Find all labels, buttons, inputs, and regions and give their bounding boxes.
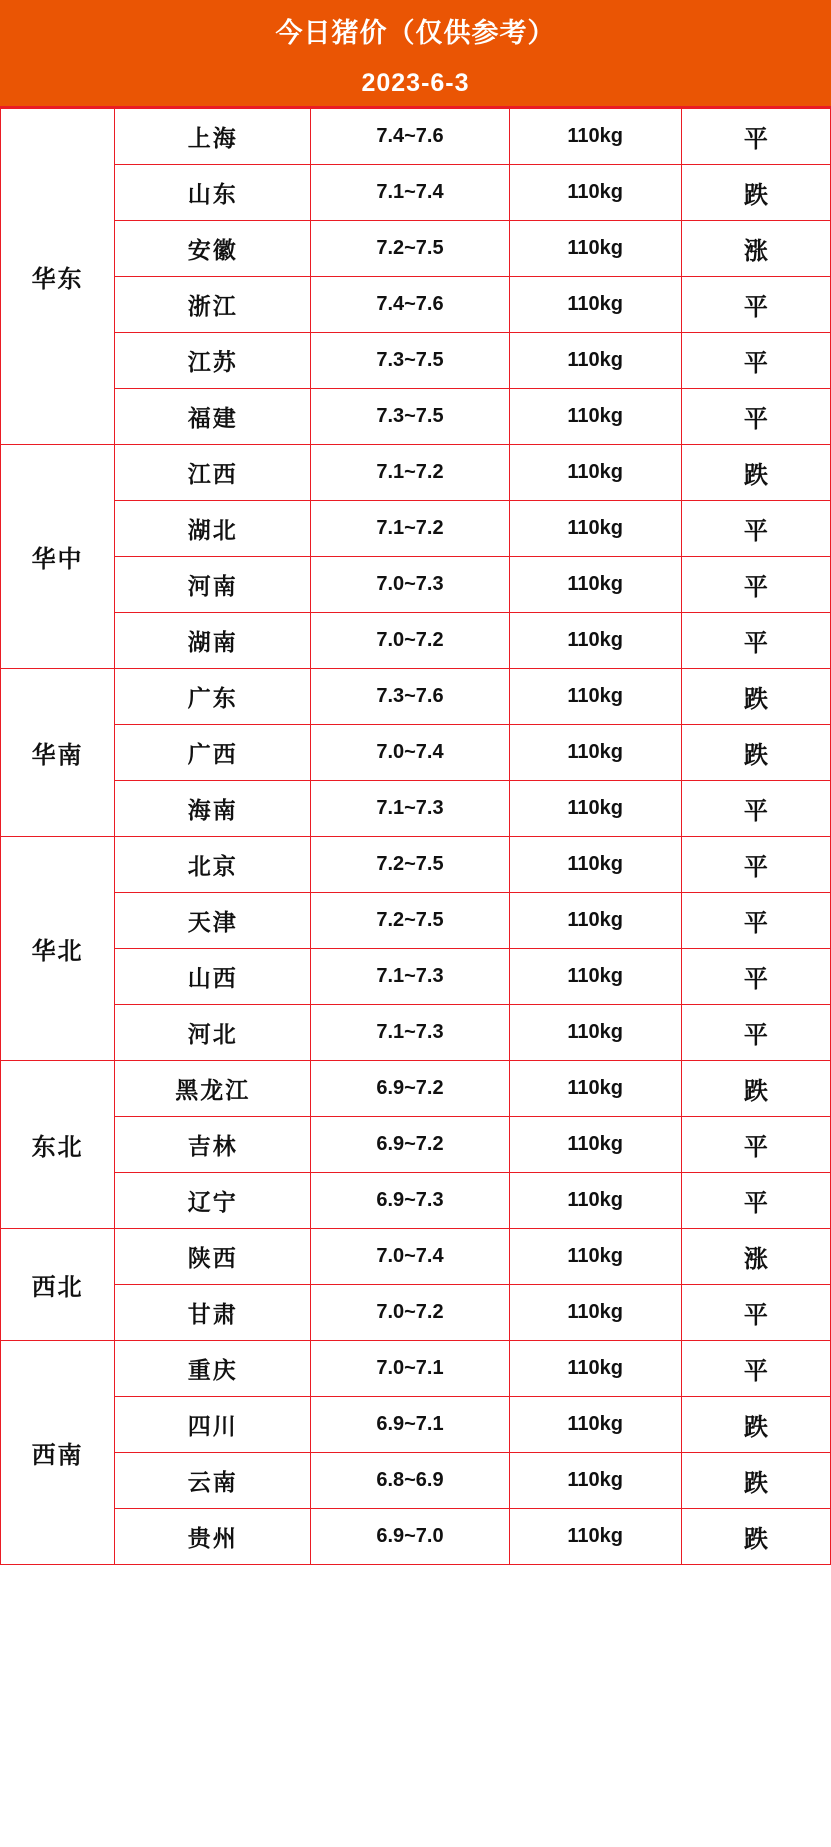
price-cell: 7.0~7.2 <box>311 1285 509 1341</box>
price-cell: 7.3~7.5 <box>311 389 509 445</box>
trend-cell: 平 <box>681 557 830 613</box>
trend-cell: 涨 <box>681 221 830 277</box>
province-cell: 贵州 <box>115 1509 311 1565</box>
weight-cell: 110kg <box>509 837 681 893</box>
trend-cell: 平 <box>681 781 830 837</box>
province-cell: 山东 <box>115 165 311 221</box>
price-cell: 6.9~7.3 <box>311 1173 509 1229</box>
province-cell: 湖北 <box>115 501 311 557</box>
trend-cell: 平 <box>681 501 830 557</box>
weight-cell: 110kg <box>509 557 681 613</box>
weight-cell: 110kg <box>509 893 681 949</box>
province-cell: 河北 <box>115 1005 311 1061</box>
weight-cell: 110kg <box>509 781 681 837</box>
table-row <box>1 109 831 165</box>
price-cell: 7.1~7.2 <box>311 501 509 557</box>
region-cell: 华东 <box>1 109 115 445</box>
trend-cell: 跌 <box>681 1509 830 1565</box>
province-cell: 江西 <box>115 445 311 501</box>
price-cell: 7.0~7.3 <box>311 557 509 613</box>
province-cell: 辽宁 <box>115 1173 311 1229</box>
weight-cell: 110kg <box>509 333 681 389</box>
trend-cell: 平 <box>681 1117 830 1173</box>
table-row <box>1 1341 831 1397</box>
price-cell: 7.1~7.3 <box>311 781 509 837</box>
province-cell: 甘肃 <box>115 1285 311 1341</box>
trend-cell: 跌 <box>681 669 830 725</box>
trend-cell: 平 <box>681 333 830 389</box>
province-cell: 北京 <box>115 837 311 893</box>
province-cell: 江苏 <box>115 333 311 389</box>
province-cell: 天津 <box>115 893 311 949</box>
table-row <box>1 1509 831 1565</box>
table-row <box>1 389 831 445</box>
province-cell: 山西 <box>115 949 311 1005</box>
price-cell: 7.1~7.2 <box>311 445 509 501</box>
page-title: 今日猪价（仅供参考） <box>0 0 831 60</box>
table-row <box>1 1453 831 1509</box>
province-cell: 吉林 <box>115 1117 311 1173</box>
table-row <box>1 221 831 277</box>
price-cell: 7.4~7.6 <box>311 109 509 165</box>
trend-cell: 平 <box>681 949 830 1005</box>
region-cell: 华北 <box>1 837 115 1061</box>
trend-cell: 平 <box>681 277 830 333</box>
price-cell: 6.9~7.2 <box>311 1117 509 1173</box>
table-row <box>1 1173 831 1229</box>
price-cell: 7.2~7.5 <box>311 893 509 949</box>
price-cell: 7.4~7.6 <box>311 277 509 333</box>
table-row <box>1 445 831 501</box>
table-row <box>1 501 831 557</box>
price-cell: 7.1~7.3 <box>311 1005 509 1061</box>
table-row <box>1 669 831 725</box>
province-cell: 上海 <box>115 109 311 165</box>
price-cell: 7.2~7.5 <box>311 837 509 893</box>
province-cell: 安徽 <box>115 221 311 277</box>
price-cell: 7.0~7.1 <box>311 1341 509 1397</box>
weight-cell: 110kg <box>509 389 681 445</box>
weight-cell: 110kg <box>509 1397 681 1453</box>
price-cell: 7.3~7.6 <box>311 669 509 725</box>
province-cell: 广东 <box>115 669 311 725</box>
province-cell: 浙江 <box>115 277 311 333</box>
trend-cell: 平 <box>681 109 830 165</box>
province-cell: 广西 <box>115 725 311 781</box>
trend-cell: 平 <box>681 1173 830 1229</box>
region-cell: 西北 <box>1 1229 115 1341</box>
weight-cell: 110kg <box>509 669 681 725</box>
weight-cell: 110kg <box>509 445 681 501</box>
table-row <box>1 277 831 333</box>
table-row <box>1 837 831 893</box>
weight-cell: 110kg <box>509 1061 681 1117</box>
price-cell: 7.0~7.4 <box>311 725 509 781</box>
table-row <box>1 557 831 613</box>
price-cell: 7.1~7.4 <box>311 165 509 221</box>
trend-cell: 平 <box>681 389 830 445</box>
trend-cell: 跌 <box>681 725 830 781</box>
price-cell: 7.0~7.2 <box>311 613 509 669</box>
table-row <box>1 725 831 781</box>
weight-cell: 110kg <box>509 165 681 221</box>
weight-cell: 110kg <box>509 1173 681 1229</box>
weight-cell: 110kg <box>509 1005 681 1061</box>
weight-cell: 110kg <box>509 725 681 781</box>
trend-cell: 跌 <box>681 1453 830 1509</box>
weight-cell: 110kg <box>509 613 681 669</box>
weight-cell: 110kg <box>509 1229 681 1285</box>
price-cell: 7.2~7.5 <box>311 221 509 277</box>
price-cell: 7.1~7.3 <box>311 949 509 1005</box>
region-cell: 东北 <box>1 1061 115 1229</box>
province-cell: 河南 <box>115 557 311 613</box>
price-table <box>0 108 831 1565</box>
weight-cell: 110kg <box>509 1453 681 1509</box>
trend-cell: 跌 <box>681 1397 830 1453</box>
weight-cell: 110kg <box>509 1117 681 1173</box>
trend-cell: 平 <box>681 1285 830 1341</box>
price-cell: 6.9~7.1 <box>311 1397 509 1453</box>
province-cell: 重庆 <box>115 1341 311 1397</box>
region-cell: 华南 <box>1 669 115 837</box>
table-row <box>1 613 831 669</box>
province-cell: 陕西 <box>115 1229 311 1285</box>
weight-cell: 110kg <box>509 1341 681 1397</box>
report-date: 2023-6-3 <box>0 60 831 108</box>
price-table-body <box>1 109 831 1565</box>
table-row <box>1 1229 831 1285</box>
weight-cell: 110kg <box>509 1509 681 1565</box>
price-cell: 7.3~7.5 <box>311 333 509 389</box>
table-row <box>1 893 831 949</box>
trend-cell: 平 <box>681 1005 830 1061</box>
province-cell: 云南 <box>115 1453 311 1509</box>
table-row <box>1 949 831 1005</box>
trend-cell: 平 <box>681 893 830 949</box>
weight-cell: 110kg <box>509 501 681 557</box>
trend-cell: 平 <box>681 837 830 893</box>
table-row <box>1 165 831 221</box>
weight-cell: 110kg <box>509 221 681 277</box>
table-row <box>1 333 831 389</box>
trend-cell: 跌 <box>681 445 830 501</box>
weight-cell: 110kg <box>509 277 681 333</box>
trend-cell: 跌 <box>681 165 830 221</box>
table-row <box>1 1061 831 1117</box>
weight-cell: 110kg <box>509 1285 681 1341</box>
trend-cell: 跌 <box>681 1061 830 1117</box>
price-cell: 6.8~6.9 <box>311 1453 509 1509</box>
price-cell: 6.9~7.2 <box>311 1061 509 1117</box>
weight-cell: 110kg <box>509 109 681 165</box>
price-cell: 7.0~7.4 <box>311 1229 509 1285</box>
table-row <box>1 1397 831 1453</box>
province-cell: 四川 <box>115 1397 311 1453</box>
region-cell: 西南 <box>1 1341 115 1565</box>
table-row <box>1 1285 831 1341</box>
province-cell: 黑龙江 <box>115 1061 311 1117</box>
table-row <box>1 1005 831 1061</box>
trend-cell: 平 <box>681 1341 830 1397</box>
trend-cell: 平 <box>681 613 830 669</box>
price-cell: 6.9~7.0 <box>311 1509 509 1565</box>
province-cell: 海南 <box>115 781 311 837</box>
table-row <box>1 781 831 837</box>
table-row <box>1 1117 831 1173</box>
region-cell: 华中 <box>1 445 115 669</box>
weight-cell: 110kg <box>509 949 681 1005</box>
province-cell: 湖南 <box>115 613 311 669</box>
trend-cell: 涨 <box>681 1229 830 1285</box>
province-cell: 福建 <box>115 389 311 445</box>
